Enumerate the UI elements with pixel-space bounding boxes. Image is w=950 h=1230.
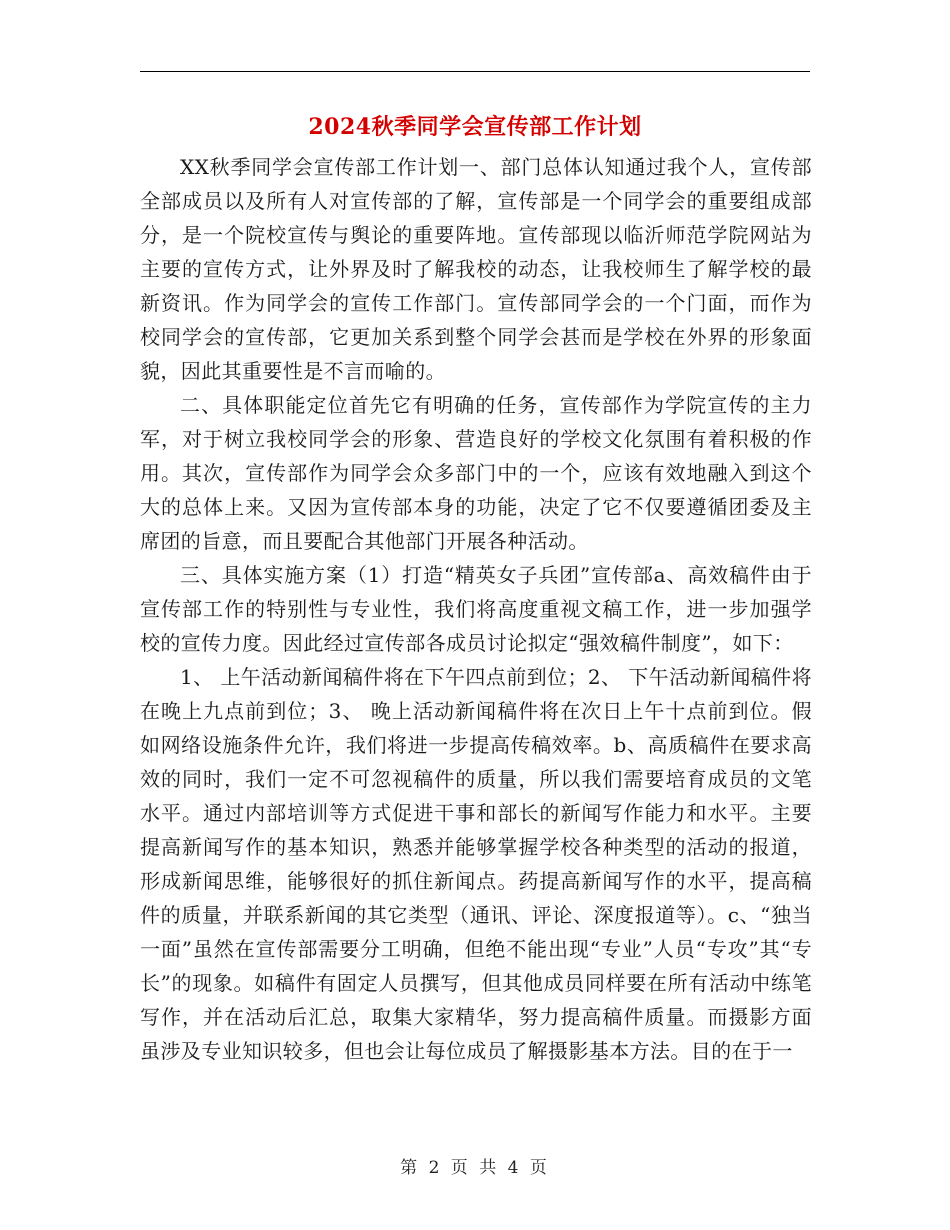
- document-body: [140, 150, 812, 1068]
- paragraph-details: 1、 上午活动新闻稿件将在下午四点前到位；2、 下午活动新闻稿件将在晚上九点前到位；3、 晚上活动新闻稿件将在次日上午十点前到位。假如网络设施条件允许，我们将进一步提高传稿效率。b、高质稿件在要求高效的同时，我们一定不可忽视稿件的质量，所以我们需要培育成员的文笔水平。通过内部培训等方式促进干事和部长的新闻写作能力和水平。主要提高新闻写作的基本知识，熟悉并能够掌握学校各种类型的活动的报道，形成新闻思维，能够很好的抓住新闻点。药提高新闻写作的水平，提高稿件的质量，并联系新闻的其它类型（通讯、评论、深度报道等）。c、“独当一面”虽然在宣传部需要分工明确，但绝不能出现“专业”人员“专攻”其“专长”的现象。如稿件有固定人员撰写，但其他成员同样要在所有活动中练笔写作，并在活动后汇总，取集大家精华，努力提高稿件质量。而摄影方面虽涉及专业知识较多，但也会让每位成员了解摄影基本方法。目的在于一: [140, 665, 812, 1063]
- paragraph-plan: 三、具体实施方案（1）打造“精英女子兵团”宣传部a、高效稿件由于宣传部工作的特别性与专业性，我们将高度重视文稿工作，进一步加强学校的宣传力度。因此经过宣传部各成员讨论拟定“强效稿件制度”，如下：: [140, 563, 812, 655]
- paragraph-functions: 二、具体职能定位首先它有明确的任务，宣传部作为学院宣传的主力军，对于树立我校同学会的形象、营造良好的学校文化氛围有着积极的作用。其次，宣传部作为同学会众多部门中的一个，应该有效地融入到这个大的总体上来。又因为宣传部本身的功能，决定了它不仅要遵循团委及主席团的旨意，而且要配合其他部门开展各种活动。: [140, 393, 812, 553]
- page-number-footer: 第 2 页 共 4 页: [400, 1158, 550, 1178]
- header-rule: [140, 71, 810, 72]
- paragraph-overview: XX秋季同学会宣传部工作计划一、部门总体认知通过我个人，宣传部全部成员以及所有人对宣传部的了解，宣传部是一个同学会的重要组成部分，是一个院校宣传与舆论的重要阵地。宣传部现以临沂师范学院网站为主要的宣传方式，让外界及时了解我校的动态，让我校师生了解学校的最新资讯。作为同学会的宣传工作部门。宣传部同学会的一个门面，而作为校同学会的宣传部，它更加关系到整个同学会甚而是学校在外界的形象面貌，因此其重要性是不言而喻的。: [140, 155, 812, 383]
- document-title: 2024秋季同学会宣传部工作计划: [308, 114, 642, 140]
